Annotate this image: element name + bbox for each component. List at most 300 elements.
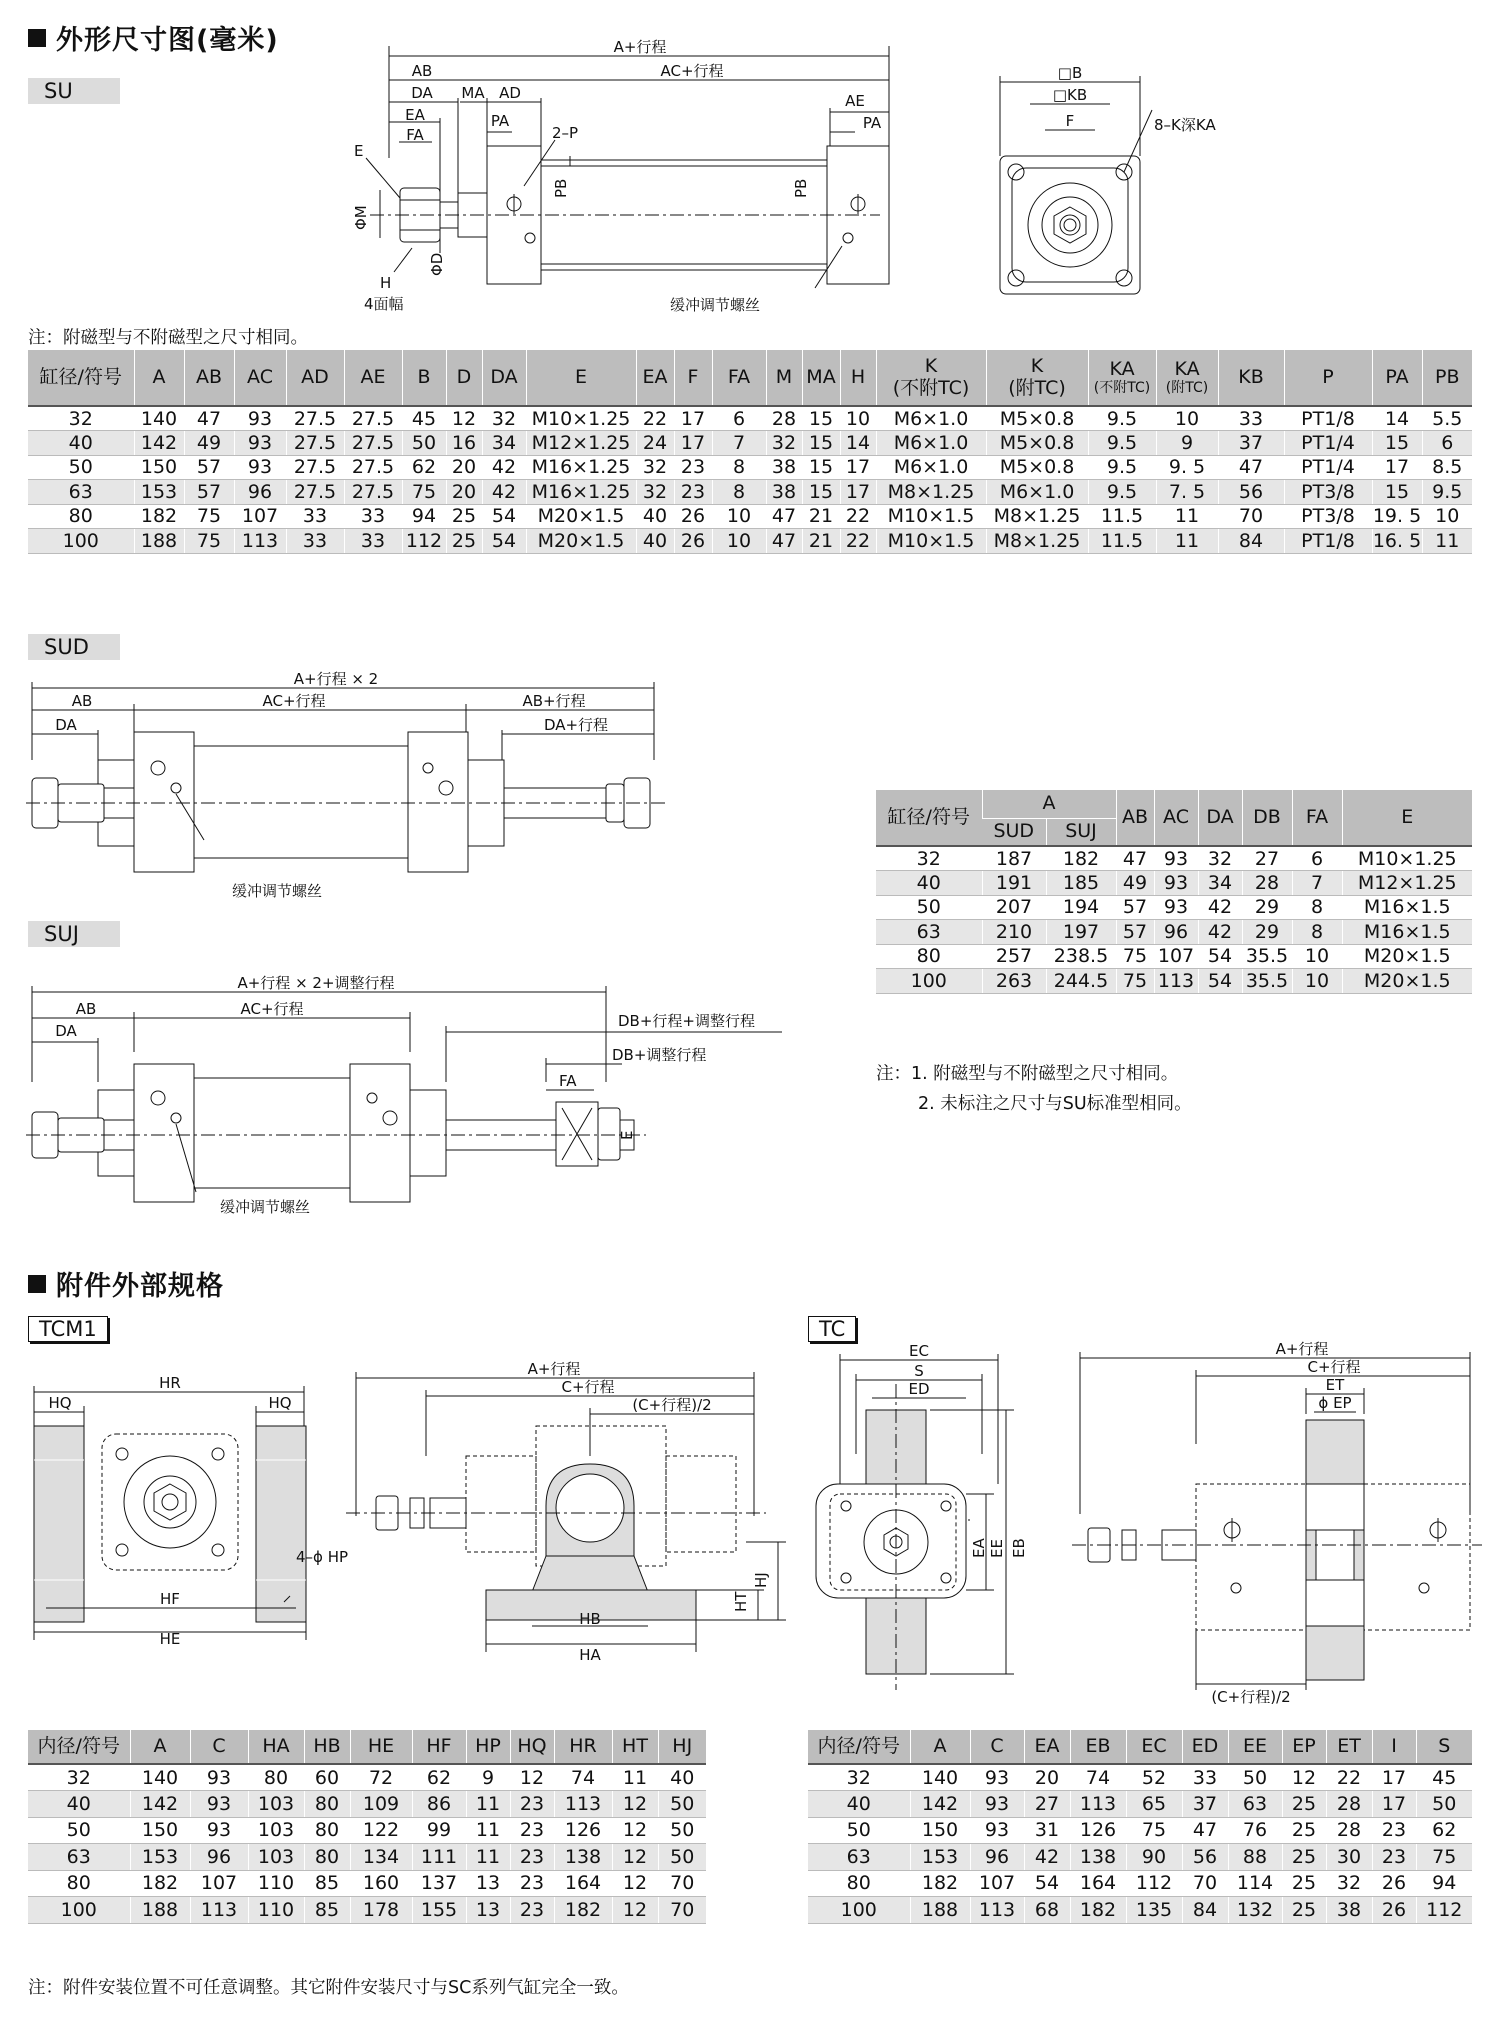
table-cell: M5×0.8	[986, 431, 1088, 456]
table-cell: 187	[982, 846, 1046, 871]
label-hb: HB	[579, 1610, 601, 1628]
table-header-cell: HB	[304, 1730, 350, 1764]
label-sud-ab: AB	[71, 692, 93, 710]
table-row	[28, 406, 1472, 431]
label-tcm1-c2: (C+行程)/2	[632, 1396, 712, 1414]
table-cell: 7. 5	[1156, 480, 1218, 505]
model-tag-suj: SUJ	[28, 921, 120, 947]
header-ac: AC	[1154, 790, 1198, 846]
table-cell: 138	[1070, 1844, 1126, 1871]
label-fa: FA	[406, 126, 424, 144]
table-cell: 8	[1292, 920, 1342, 945]
table-header-cell: A	[130, 1730, 190, 1764]
square-bullet-icon	[28, 1275, 46, 1293]
table-cell: 93	[190, 1764, 248, 1791]
table-cell: 32	[1326, 1870, 1372, 1897]
table-cell: 12	[510, 1764, 554, 1791]
table-cell: 70	[1182, 1870, 1228, 1897]
header-line: EA	[642, 365, 668, 388]
table-cell: 57	[1116, 895, 1154, 920]
table-header-cell	[1372, 350, 1422, 406]
table-cell: 32	[876, 846, 982, 871]
table-cell: 75	[1116, 969, 1154, 994]
label-suj-ab: AB	[75, 1000, 97, 1018]
label-kb: □KB	[1052, 86, 1088, 104]
label-suj-a2: A+行程 × 2+调整行程	[237, 974, 395, 992]
table-cell: PT1/4	[1284, 431, 1372, 456]
tc-side-drawing	[1066, 1334, 1486, 1714]
table-cell: 93	[190, 1817, 248, 1844]
table-cell: 7	[712, 431, 766, 456]
table-cell: 32	[28, 1764, 130, 1791]
table-cell: 150	[910, 1817, 970, 1844]
table-cell: 40	[636, 529, 674, 554]
header-line: P	[1322, 365, 1334, 388]
table-cell: 15	[802, 431, 840, 456]
table-cell: 6	[1422, 431, 1472, 456]
table-cell: 32	[636, 480, 674, 505]
sud-table-header	[876, 790, 1472, 818]
header-line: B	[417, 365, 431, 388]
header-line: AB	[195, 365, 223, 388]
table-cell: 9	[466, 1764, 510, 1791]
table-cell: 28	[1242, 871, 1292, 896]
table-cell: 20	[1024, 1764, 1070, 1791]
table-cell: 26	[1372, 1870, 1416, 1897]
table-cell: 100	[876, 969, 982, 994]
note-sud-1: 注：1. 附磁型与不附磁型之尺寸相同。	[876, 1064, 1179, 1084]
table-cell: 107	[190, 1870, 248, 1897]
table-cell: 63	[1228, 1791, 1282, 1818]
table-cell: 84	[1182, 1897, 1228, 1924]
label-ee: EE	[988, 1539, 1006, 1558]
table-header-cell	[802, 350, 840, 406]
table-cell: 8	[712, 455, 766, 480]
table-cell: 103	[248, 1844, 304, 1871]
table-cell: 38	[1326, 1897, 1372, 1924]
table-cell: 62	[402, 455, 446, 480]
header-line: (不附TC)	[892, 376, 970, 399]
table-cell: M12×1.25	[526, 431, 636, 456]
tcm1-table-body	[28, 1764, 706, 1923]
table-cell: 142	[910, 1791, 970, 1818]
table-cell: 56	[1218, 480, 1284, 505]
label-hq: HQ	[48, 1394, 72, 1412]
table-cell: 37	[1218, 431, 1284, 456]
header-bore: 缸径/符号	[876, 790, 982, 846]
label-sud-a2: A+行程 × 2	[293, 670, 379, 688]
header-line: AE	[360, 365, 386, 388]
label-ab: AB	[411, 62, 433, 80]
table-cell: 96	[1154, 920, 1198, 945]
label-suj-da: DA	[55, 1022, 77, 1040]
table-cell: 9.5	[1088, 431, 1156, 456]
su-side-drawing	[340, 38, 900, 318]
table-cell: 40	[658, 1764, 706, 1791]
table-cell: 27.5	[286, 431, 344, 456]
table-cell: 65	[1126, 1791, 1182, 1818]
note-sud-2: 2. 未标注之尺寸与SU标准型相同。	[918, 1094, 1192, 1114]
model-tag-sud: SUD	[28, 634, 120, 660]
table-cell: 107	[234, 504, 286, 529]
table-cell: 15	[802, 455, 840, 480]
tcm1-side-drawing	[346, 1356, 796, 1666]
table-header-cell	[482, 350, 526, 406]
table-cell: M16×1.5	[1342, 920, 1472, 945]
label-tc-c: C+行程	[1307, 1358, 1361, 1376]
table-header-cell	[766, 350, 802, 406]
table-header-cell	[28, 350, 134, 406]
table-cell: 17	[840, 455, 876, 480]
table-header-cell: EP	[1282, 1730, 1326, 1764]
header-line: PB	[1435, 365, 1460, 388]
table-cell: 40	[28, 431, 134, 456]
table-row	[28, 529, 1472, 554]
table-cell: M6×1.0	[876, 455, 986, 480]
header-line: MA	[806, 365, 836, 388]
label-hj: HJ	[752, 1572, 770, 1588]
table-cell: 100	[808, 1897, 910, 1924]
table-cell: 33	[286, 504, 344, 529]
table-row	[28, 1791, 706, 1818]
table-cell: 107	[1154, 944, 1198, 969]
model-tag-tcm1: TCM1	[28, 1316, 108, 1342]
table-cell: 23	[510, 1791, 554, 1818]
table-cell: 94	[402, 504, 446, 529]
label-ht: HT	[732, 1591, 750, 1612]
table-row	[808, 1870, 1472, 1897]
label-s: S	[914, 1362, 924, 1380]
table-cell: 90	[1126, 1844, 1182, 1871]
table-cell: 40	[876, 871, 982, 896]
table-cell: 11	[466, 1817, 510, 1844]
label-phi-m: ΦM	[352, 205, 370, 230]
table-cell: 11	[612, 1764, 658, 1791]
table-cell: 25	[1282, 1897, 1326, 1924]
table-cell: 80	[28, 504, 134, 529]
table-cell: 14	[840, 431, 876, 456]
table-cell: M5×0.8	[986, 455, 1088, 480]
table-cell: 75	[402, 480, 446, 505]
table-cell: 93	[1154, 846, 1198, 871]
table-cell: M20×1.5	[1342, 969, 1472, 994]
table-cell: 49	[1116, 871, 1154, 896]
label-sud-ab-stroke: AB+行程	[522, 692, 586, 710]
table-row	[876, 871, 1472, 896]
table-cell: 112	[402, 529, 446, 554]
table-cell: 26	[674, 529, 712, 554]
header-a: A	[982, 790, 1116, 818]
table-cell: 103	[248, 1817, 304, 1844]
table-cell: 113	[1070, 1791, 1126, 1818]
table-cell: 50	[1416, 1791, 1472, 1818]
table-cell: 185	[1046, 871, 1116, 896]
table-cell: PT1/4	[1284, 455, 1372, 480]
table-cell: 9.5	[1422, 480, 1472, 505]
table-cell: 32	[808, 1764, 910, 1791]
table-cell: 12	[1282, 1764, 1326, 1791]
table-cell: 50	[808, 1817, 910, 1844]
table-cell: 142	[134, 431, 184, 456]
table-cell: 70	[658, 1897, 706, 1924]
table-cell: 8.5	[1422, 455, 1472, 480]
table-cell: 188	[910, 1897, 970, 1924]
section-title-accessories: 附件外部规格	[28, 1264, 224, 1303]
table-cell: 27.5	[344, 455, 402, 480]
table-cell: 63	[28, 480, 134, 505]
label-ac-stroke: AC+行程	[660, 62, 724, 80]
label-2p: 2–P	[552, 124, 579, 142]
table-cell: 38	[766, 455, 802, 480]
table-cell: 244.5	[1046, 969, 1116, 994]
header-line: E	[574, 365, 587, 388]
label-suj-db2: DB+调整行程	[612, 1046, 707, 1064]
table-cell: 17	[840, 480, 876, 505]
table-cell: 17	[1372, 1791, 1416, 1818]
table-cell: 85	[304, 1870, 350, 1897]
table-cell: 50	[28, 455, 134, 480]
table-cell: 210	[982, 920, 1046, 945]
model-tag-su: SU	[28, 78, 120, 104]
label-pa-right: PA	[862, 114, 882, 132]
header-line: M	[775, 365, 793, 388]
table-header-cell	[234, 350, 286, 406]
table-row	[876, 846, 1472, 871]
label-suj-e: E	[618, 1130, 636, 1140]
header-line: KA	[1174, 357, 1200, 380]
table-cell: 54	[482, 504, 526, 529]
label-pb-right: PB	[792, 178, 810, 198]
table-cell: 27.5	[344, 406, 402, 431]
table-cell: 113	[970, 1897, 1024, 1924]
table-cell: 113	[234, 529, 286, 554]
table-cell: 30	[1326, 1844, 1372, 1871]
table-cell: 25	[1282, 1791, 1326, 1818]
note-bottom: 注：附件安装位置不可任意调整。其它附件安装尺寸与SC系列气缸完全一致。	[28, 1978, 629, 1998]
table-cell: 80	[808, 1870, 910, 1897]
label-ed: ED	[908, 1380, 930, 1398]
table-header-cell	[876, 350, 986, 406]
table-cell: 99	[412, 1817, 466, 1844]
table-cell: 11.5	[1088, 504, 1156, 529]
table-cell: 107	[970, 1870, 1024, 1897]
table-cell: 57	[184, 455, 234, 480]
table-cell: 126	[1070, 1817, 1126, 1844]
table-header-cell: EB	[1070, 1730, 1126, 1764]
table-cell: 13	[466, 1870, 510, 1897]
table-cell: 160	[350, 1870, 412, 1897]
table-cell: 47	[1218, 455, 1284, 480]
table-cell: 25	[446, 504, 482, 529]
table-row	[808, 1844, 1472, 1871]
table-row	[808, 1764, 1472, 1791]
table-cell: 21	[802, 529, 840, 554]
table-cell: 75	[184, 529, 234, 554]
table-cell: 25	[1282, 1870, 1326, 1897]
table-cell: 76	[1228, 1817, 1282, 1844]
label-cushion-screw: 缓冲调节螺丝	[670, 296, 761, 314]
table-cell: 6	[712, 406, 766, 431]
table-cell: 11.5	[1088, 529, 1156, 554]
table-cell: 9.5	[1088, 480, 1156, 505]
table-cell: 11	[1422, 529, 1472, 554]
table-cell: 35.5	[1242, 969, 1292, 994]
table-cell: 12	[612, 1791, 658, 1818]
table-cell: 50	[876, 895, 982, 920]
table-row	[28, 431, 1472, 456]
table-cell: 13	[466, 1897, 510, 1924]
table-cell: 38	[766, 480, 802, 505]
table-cell: M8×1.25	[986, 529, 1088, 554]
label-suj-ac: AC+行程	[240, 1000, 304, 1018]
table-cell: 42	[1198, 920, 1242, 945]
label-eb: EB	[1010, 1538, 1028, 1558]
table-cell: 54	[1024, 1870, 1070, 1897]
table-cell: 52	[1126, 1764, 1182, 1791]
table-row	[28, 504, 1472, 529]
label-da: DA	[411, 84, 433, 102]
table-cell: 15	[802, 480, 840, 505]
table-cell: 110	[248, 1897, 304, 1924]
table-cell: 22	[1326, 1764, 1372, 1791]
header-line: D	[456, 365, 472, 388]
table-header-cell: EA	[1024, 1730, 1070, 1764]
table-cell: 100	[28, 529, 134, 554]
table-cell: 257	[982, 944, 1046, 969]
header-line: K	[1030, 354, 1044, 377]
table-cell: 93	[970, 1817, 1024, 1844]
table-cell: 17	[674, 431, 712, 456]
su-front-drawing	[990, 62, 1270, 302]
header-line: A	[152, 365, 166, 388]
table-cell: 96	[234, 480, 286, 505]
table-cell: 110	[248, 1870, 304, 1897]
label-e: E	[354, 142, 364, 160]
table-header-cell	[1088, 350, 1156, 406]
label-a-stroke: A+行程	[613, 38, 667, 56]
label-hq-right: HQ	[268, 1394, 292, 1412]
model-tag-tc: TC	[808, 1316, 856, 1342]
table-cell: 68	[1024, 1897, 1070, 1924]
table-cell: 56	[1182, 1844, 1228, 1871]
table-cell: 42	[1198, 895, 1242, 920]
su-spec-table	[28, 350, 1472, 554]
table-cell: M16×1.25	[526, 480, 636, 505]
table-cell: 16	[446, 431, 482, 456]
table-cell: 6	[1292, 846, 1342, 871]
header-line: (附TC)	[1165, 379, 1209, 396]
table-cell: 11	[466, 1791, 510, 1818]
table-cell: 27.5	[344, 480, 402, 505]
table-cell: 60	[304, 1764, 350, 1791]
label-ea: EA	[405, 106, 425, 124]
table-cell: 29	[1242, 895, 1292, 920]
table-cell: 40	[636, 504, 674, 529]
label-hr: HR	[159, 1374, 181, 1392]
table-header-cell	[1422, 350, 1472, 406]
table-cell: 134	[350, 1844, 412, 1871]
label-ad: AD	[499, 84, 521, 102]
table-cell: 100	[28, 1897, 130, 1924]
table-cell: 17	[674, 406, 712, 431]
table-cell: 9. 5	[1156, 455, 1218, 480]
table-cell: 21	[802, 504, 840, 529]
table-cell: 75	[1416, 1844, 1472, 1871]
table-cell: 10	[712, 504, 766, 529]
table-cell: M8×1.25	[986, 504, 1088, 529]
tc-table-header	[808, 1730, 1472, 1764]
label-pa: PA	[490, 112, 510, 130]
table-cell: M20×1.5	[526, 529, 636, 554]
table-cell: M10×1.25	[526, 406, 636, 431]
table-header-cell	[402, 350, 446, 406]
table-cell: 27.5	[344, 431, 402, 456]
table-cell: 10	[840, 406, 876, 431]
table-cell: 86	[412, 1791, 466, 1818]
table-cell: 103	[248, 1791, 304, 1818]
table-cell: 96	[970, 1844, 1024, 1871]
table-cell: 54	[482, 529, 526, 554]
table-header-cell: HP	[466, 1730, 510, 1764]
label-ha: HA	[579, 1646, 601, 1664]
table-cell: 9.5	[1088, 406, 1156, 431]
label-8k: 8–K深KA	[1154, 116, 1216, 134]
table-cell: 17	[1372, 455, 1422, 480]
header-fa: FA	[1292, 790, 1342, 846]
table-row	[28, 480, 1472, 505]
table-cell: 45	[1416, 1764, 1472, 1791]
table-cell: 50	[28, 1817, 130, 1844]
table-cell: PT3/8	[1284, 480, 1372, 505]
table-cell: 10	[712, 529, 766, 554]
table-cell: 32	[1198, 846, 1242, 871]
table-cell: 40	[808, 1791, 910, 1818]
table-cell: 63	[28, 1844, 130, 1871]
table-header-cell: ET	[1326, 1730, 1372, 1764]
table-cell: 10	[1422, 504, 1472, 529]
table-cell: 22	[840, 529, 876, 554]
table-header-cell	[1218, 350, 1284, 406]
table-header-cell: I	[1372, 1730, 1416, 1764]
table-cell: M16×1.25	[526, 455, 636, 480]
table-header-cell	[712, 350, 766, 406]
table-cell: 34	[482, 431, 526, 456]
table-cell: 113	[190, 1897, 248, 1924]
table-header-cell: HE	[350, 1730, 412, 1764]
table-header-cell	[986, 350, 1088, 406]
label-tc-c2: (C+行程)/2	[1211, 1688, 1291, 1706]
table-cell: 70	[1218, 504, 1284, 529]
table-cell: 23	[510, 1870, 554, 1897]
table-header-cell	[674, 350, 712, 406]
table-cell: 9.5	[1088, 455, 1156, 480]
table-cell: 23	[674, 480, 712, 505]
label-sud-da: DA	[55, 716, 77, 734]
table-cell: 112	[1126, 1870, 1182, 1897]
table-cell: 45	[402, 406, 446, 431]
table-cell: 33	[344, 504, 402, 529]
table-cell: 93	[234, 431, 286, 456]
table-cell: 23	[1372, 1844, 1416, 1871]
table-cell: 32	[766, 431, 802, 456]
table-cell: 140	[130, 1764, 190, 1791]
label-phi-d: ΦD	[428, 252, 446, 276]
table-header-cell	[286, 350, 344, 406]
table-cell: 15	[1372, 480, 1422, 505]
header-line: (附TC)	[1008, 376, 1066, 399]
label-ea-tc: EA	[970, 1538, 988, 1558]
table-cell: 140	[910, 1764, 970, 1791]
